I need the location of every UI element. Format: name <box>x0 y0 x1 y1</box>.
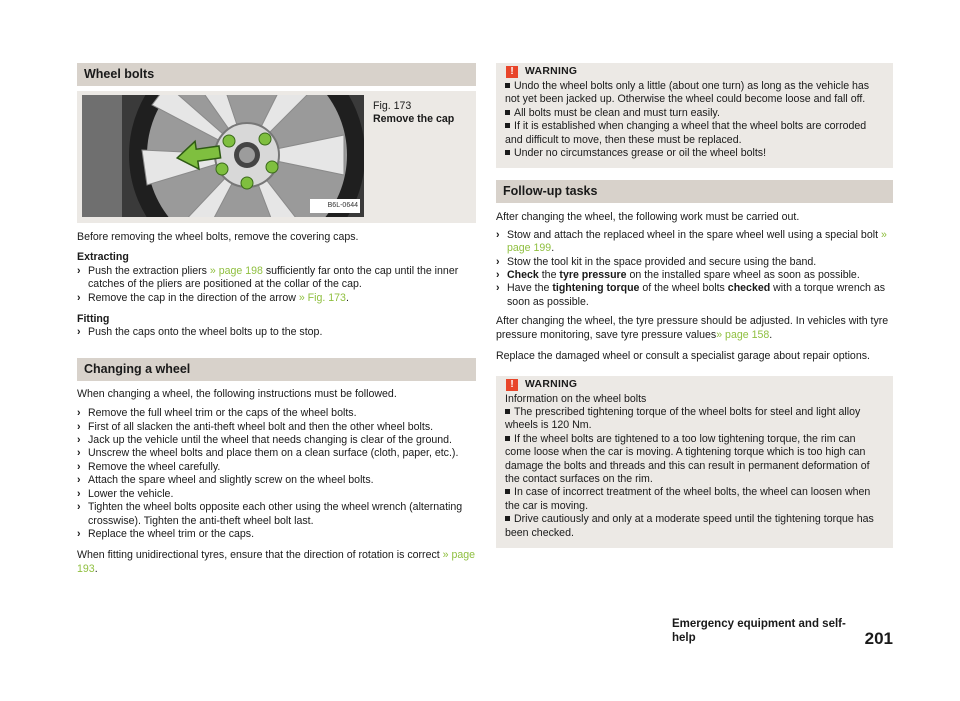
changing-step <box>77 434 476 447</box>
step-arrow-icon: › <box>77 460 81 473</box>
paragraph-text: After changing the wheel, the tyre pressure should be adjusted. In vehicles with tyre pressure monitoring, save tyre pressure values <box>496 315 889 341</box>
fitting-label: Fitting <box>77 313 110 326</box>
section-heading-changing-wheel: Changing a wheel <box>77 358 476 381</box>
step-text: Tighten the wheel bolts opposite each other using the wheel wrench (alternating crosswise). Tighten the anti-theft wheel bolt last. <box>88 501 463 527</box>
warning-text: In case of incorrect treatment of the wheel bolts, the wheel can loosen when the car is moving. <box>505 486 871 512</box>
warning-title: WARNING <box>525 66 578 77</box>
step-bold-text: checked <box>727 282 771 295</box>
step-arrow-icon: › <box>77 264 81 277</box>
step-arrow-icon: › <box>77 527 81 540</box>
warning-text: Undo the wheel bolts only a little (about one turn) as long as the vehicle has not yet been jacked up. Otherwise the wheel could become loose and fall off. <box>505 80 870 106</box>
page-number: 201 <box>864 629 893 648</box>
warning-item <box>505 486 884 513</box>
warning-text: Under no circumstances grease or oil the wheel bolts! <box>514 147 767 160</box>
warning-text: If it is established when changing a wheel that the wheel bolts are corroded and difficult to move, then these must be replaced. <box>505 120 867 146</box>
changing-step <box>77 461 476 474</box>
step-bold-text: Check <box>507 269 539 282</box>
warning-icon: ! <box>506 66 518 78</box>
step-text: Stow the tool kit in the space provided and secure using the band. <box>507 255 817 268</box>
page-link[interactable]: » page 199 <box>507 228 887 255</box>
warning-text: The prescribed tightening torque of the wheel bolts for steel and light alloy wheels is 120 Nm. <box>505 405 861 432</box>
left-column <box>77 63 476 576</box>
footer-section-title: Emergency equipment and self-help <box>672 618 846 644</box>
step-text: sufficiently far onto the cap until the inner catches of the pliers are positioned at the collar of the cap. <box>88 264 459 291</box>
step-text: Remove the wheel carefully. <box>88 460 221 473</box>
step-arrow-icon: › <box>77 420 81 433</box>
warning-item <box>505 433 884 487</box>
step-arrow-icon: › <box>496 282 500 295</box>
bullet-square-icon <box>505 123 510 128</box>
bullet-square-icon <box>505 110 510 115</box>
step-text: on the installed spare wheel as soon as possible. <box>626 269 860 282</box>
step-text: of the wheel bolts <box>639 282 728 295</box>
page-link[interactable]: » page 193 <box>77 549 476 575</box>
step-text: First of all slacken the anti-theft wheel bolt and then the other wheel bolts. <box>88 420 434 433</box>
extracting-label: Extracting <box>77 251 129 264</box>
warning-title: WARNING <box>525 378 578 390</box>
warning-box-2 <box>496 376 893 548</box>
figure-caption <box>373 100 454 127</box>
changing-step <box>77 407 476 420</box>
step-text: Attach the spare wheel and slightly screw on the wheel bolts. <box>88 474 374 487</box>
step-text: Remove the full wheel trim or the caps of the wheel bolts. <box>88 407 357 420</box>
step-bold-text: tyre pressure <box>559 269 627 282</box>
paragraph-text: . <box>769 328 773 341</box>
step-arrow-icon: › <box>77 501 81 514</box>
changing-step <box>77 528 476 541</box>
note-text: . <box>94 562 98 575</box>
figure-link[interactable]: » Fig. 173 <box>298 291 346 304</box>
followup-step <box>496 282 893 309</box>
unidirectional-note <box>77 549 476 576</box>
step-arrow-icon: › <box>77 326 81 339</box>
warning-header <box>505 65 884 79</box>
warning-intro: Information on the wheel bolts <box>505 392 647 405</box>
figure-title: Remove the cap <box>373 113 455 126</box>
extract-step <box>77 292 476 305</box>
step-text: Remove the cap in the direction of the arrow <box>88 291 299 304</box>
bullet-square-icon <box>505 489 510 494</box>
warning-item <box>505 107 884 120</box>
tyre-pressure-paragraph <box>496 315 893 342</box>
warning-box-1 <box>496 63 893 168</box>
step-text: Unscrew the wheel bolts and place them on a clean surface (cloth, paper, etc.). <box>88 447 459 460</box>
step-arrow-icon: › <box>496 228 500 241</box>
step-arrow-icon: › <box>77 487 81 500</box>
fit-step <box>77 326 476 339</box>
step-arrow-icon: › <box>496 255 500 268</box>
step-arrow-icon: › <box>77 407 81 420</box>
changing-step <box>77 501 476 528</box>
bullet-square-icon <box>505 436 510 441</box>
step-text: Lower the vehicle. <box>88 487 174 500</box>
followup-step <box>496 229 893 256</box>
bullet-square-icon <box>505 150 510 155</box>
step-text: Stow and attach the replaced wheel in the spare wheel well using a special bolt <box>507 228 881 241</box>
step-text: Push the caps onto the wheel bolts up to the stop. <box>88 326 323 339</box>
bullet-square-icon <box>505 409 510 414</box>
page-footer <box>672 618 893 649</box>
bullet-square-icon <box>505 83 510 88</box>
step-text: Have the <box>507 282 553 295</box>
wheel-bolts-intro: Before removing the wheel bolts, remove the covering caps. <box>77 231 359 243</box>
step-text: . <box>551 242 555 255</box>
wheel-illustration <box>82 95 364 217</box>
bullet-square-icon <box>505 516 510 521</box>
warning-header <box>505 378 884 392</box>
followup-step <box>496 256 893 269</box>
figure-box <box>77 91 476 223</box>
step-text: with a torque wrench as soon as possible. <box>507 282 886 308</box>
followup-step <box>496 269 893 282</box>
warning-item <box>505 406 884 433</box>
image-code-label: B6L-0644 <box>327 202 358 209</box>
step-arrow-icon: › <box>77 474 81 487</box>
warning-item <box>505 147 884 160</box>
section-heading-follow-up: Follow-up tasks <box>496 180 893 203</box>
warning-text: Drive cautiously and only at a moderate speed until the tightening torque has been checked. <box>505 513 874 539</box>
damaged-wheel-paragraph: Replace the damaged wheel or consult a specialist garage about repair options. <box>496 350 870 363</box>
step-bold-text: tightening torque <box>552 282 640 295</box>
warning-icon: ! <box>506 379 518 391</box>
figure-number: Fig. 173 <box>373 100 412 112</box>
step-text: Replace the wheel trim or the caps. <box>88 527 255 540</box>
page-link[interactable]: » page 198 <box>209 264 263 277</box>
wheel-bolt-figure-image <box>82 95 364 217</box>
followup-intro: After changing the wheel, the following work must be carried out. <box>496 211 800 224</box>
warning-text: If the wheel bolts are tightened to a too low tightening torque, the rim can come loose when the car is moving. A tightening torque which is too high can damage the bolts and threads and this can result in permanent deformation of the contact surfaces on the rim. <box>505 432 870 485</box>
step-arrow-icon: › <box>77 291 81 304</box>
step-text: Jack up the vehicle until the wheel that needs changing is clear of the ground. <box>88 434 452 447</box>
changing-intro: When changing a wheel, the following instructions must be followed. <box>77 387 397 400</box>
warning-item <box>505 120 884 147</box>
warning-item <box>505 80 884 107</box>
changing-step <box>77 447 476 460</box>
right-column <box>496 63 893 548</box>
section-heading-wheel-bolts: Wheel bolts <box>77 63 476 86</box>
step-text: Push the extraction pliers <box>88 264 210 277</box>
step-arrow-icon: › <box>77 447 81 460</box>
step-arrow-icon: › <box>77 434 81 447</box>
warning-text: All bolts must be clean and must turn easily. <box>514 106 720 119</box>
warning-item <box>505 513 884 540</box>
extract-step <box>77 265 476 292</box>
step-text: . <box>345 291 349 304</box>
page-link[interactable]: » page 158 <box>716 328 770 341</box>
changing-step <box>77 488 476 501</box>
note-text: When fitting unidirectional tyres, ensure that the direction of rotation is correct <box>77 549 443 562</box>
changing-step <box>77 474 476 487</box>
step-text: the <box>538 269 560 282</box>
changing-step <box>77 421 476 434</box>
step-arrow-icon: › <box>496 269 500 282</box>
